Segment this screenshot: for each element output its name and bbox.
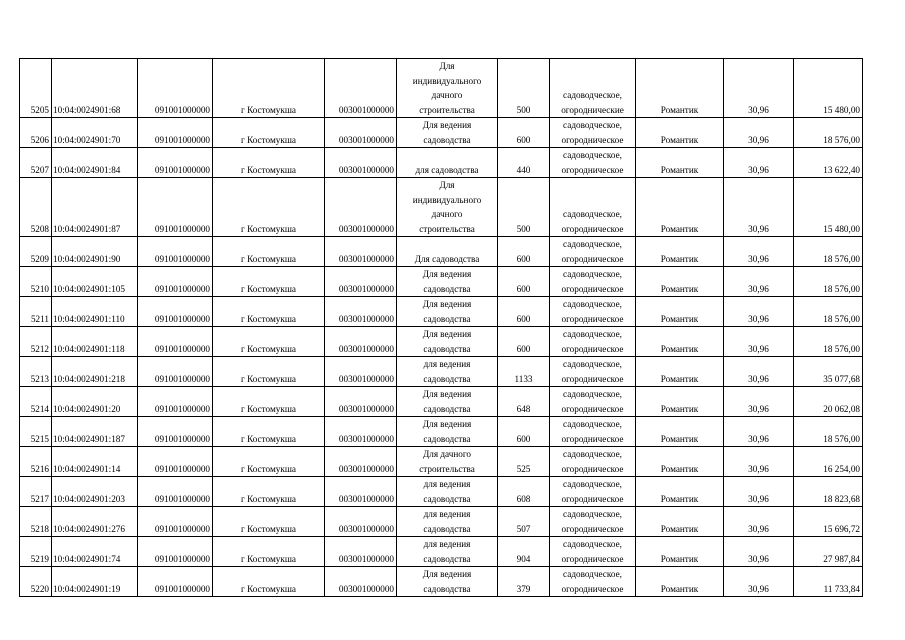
specific-value-cell: 30,96 — [724, 267, 794, 297]
oktmo-code-cell: 003001000000 — [325, 237, 397, 267]
settlement-cell: г Костомукша — [213, 59, 325, 118]
category-line: огородническое — [561, 433, 624, 444]
category-cell — [550, 477, 636, 507]
permitted-use-line: садоводства — [423, 493, 471, 504]
area-cell: 600 — [498, 417, 550, 447]
okato-code-cell: 091001000000 — [138, 357, 213, 387]
cadastral-number-cell: 10:04:0024901:118 — [52, 327, 138, 357]
oktmo-code-cell: 003001000000 — [325, 59, 397, 118]
permitted-use-cell — [397, 537, 498, 567]
association-name-cell: Романтик — [636, 357, 724, 387]
category-cell — [550, 417, 636, 447]
cadastral-number-cell: 10:04:0024901:87 — [52, 178, 138, 237]
permitted-use-line: Для ведения — [422, 419, 472, 429]
category-line: садоводческое, — [563, 90, 622, 100]
permitted-use-cell — [397, 357, 498, 387]
category-line: огородническое — [561, 493, 624, 504]
area-cell: 608 — [498, 477, 550, 507]
row-number-cell: 5217 — [20, 477, 52, 507]
settlement-cell: г Костомукша — [213, 118, 325, 148]
specific-value-cell: 30,96 — [724, 447, 794, 477]
permitted-use-line: Для — [439, 61, 455, 71]
specific-value-cell: 30,96 — [724, 537, 794, 567]
table-row — [20, 297, 863, 327]
category-line: садоводческое, — [563, 419, 622, 429]
cadastral-value-cell: 18 576,00 — [794, 297, 863, 327]
permitted-use-cell — [397, 327, 498, 357]
permitted-use-cell — [397, 178, 498, 237]
category-line: садоводческое, — [563, 120, 622, 130]
row-number-cell: 5214 — [20, 387, 52, 417]
cadastral-value-cell: 18 576,00 — [794, 118, 863, 148]
permitted-use-line: садоводства — [423, 553, 471, 564]
table-row — [20, 148, 863, 178]
okato-code-cell: 091001000000 — [138, 118, 213, 148]
category-cell — [550, 237, 636, 267]
association-name-cell: Романтик — [636, 237, 724, 267]
category-line: огородническое — [561, 343, 624, 354]
association-name-cell: Романтик — [636, 417, 724, 447]
permitted-use-line: Для ведения — [422, 569, 472, 579]
cadastral-number-cell: 10:04:0024901:84 — [52, 148, 138, 178]
table-row — [20, 417, 863, 447]
specific-value-cell: 30,96 — [724, 567, 794, 597]
permitted-use-line: для ведения — [423, 509, 471, 519]
association-name-cell: Романтик — [636, 477, 724, 507]
category-line: огородническое — [561, 463, 624, 474]
okato-code-cell: 091001000000 — [138, 417, 213, 447]
area-cell: 379 — [498, 567, 550, 597]
table-row — [20, 267, 863, 297]
table-row — [20, 507, 863, 537]
permitted-use-line: Для ведения — [422, 120, 472, 130]
permitted-use-line: садоводства — [423, 583, 471, 594]
category-cell — [550, 118, 636, 148]
category-cell — [550, 148, 636, 178]
permitted-use-cell — [397, 387, 498, 417]
area-cell: 500 — [498, 59, 550, 118]
settlement-cell: г Костомукша — [213, 567, 325, 597]
association-name-cell: Романтик — [636, 567, 724, 597]
permitted-use-line: индивидуального — [412, 194, 482, 205]
category-line: огородническое — [561, 253, 624, 264]
area-cell: 600 — [498, 267, 550, 297]
permitted-use-line: строительства — [419, 104, 475, 115]
row-number-cell: 5208 — [20, 178, 52, 237]
cadastral-value-cell: 18 576,00 — [794, 417, 863, 447]
category-line: огородническое — [561, 283, 624, 294]
okato-code-cell: 091001000000 — [138, 537, 213, 567]
cadastral-value-cell: 18 576,00 — [794, 267, 863, 297]
association-name-cell: Романтик — [636, 118, 724, 148]
cadastral-number-cell: 10:04:0024901:110 — [52, 297, 138, 327]
area-cell: 600 — [498, 237, 550, 267]
specific-value-cell: 30,96 — [724, 357, 794, 387]
specific-value-cell: 30,96 — [724, 148, 794, 178]
association-name-cell: Романтик — [636, 537, 724, 567]
row-number-cell: 5216 — [20, 447, 52, 477]
category-line: огороднические — [561, 104, 624, 115]
cadastral-number-cell: 10:04:0024901:70 — [52, 118, 138, 148]
category-line: огородническое — [561, 583, 624, 594]
row-number-cell: 5218 — [20, 507, 52, 537]
cadastral-value-cell: 27 987,84 — [794, 537, 863, 567]
category-line: огородническое — [561, 523, 624, 534]
permitted-use-cell — [397, 447, 498, 477]
category-line: огородническое — [561, 553, 624, 564]
specific-value-cell: 30,96 — [724, 327, 794, 357]
category-line: садоводческое, — [563, 150, 622, 160]
category-line: огородническое — [561, 373, 624, 384]
category-cell — [550, 267, 636, 297]
category-line: огородническое — [561, 223, 624, 234]
association-name-cell: Романтик — [636, 327, 724, 357]
land-parcel-table — [19, 58, 863, 597]
association-name-cell: Романтик — [636, 507, 724, 537]
specific-value-cell: 30,96 — [724, 237, 794, 267]
okato-code-cell: 091001000000 — [138, 327, 213, 357]
category-cell — [550, 59, 636, 118]
cadastral-number-cell: 10:04:0024901:19 — [52, 567, 138, 597]
settlement-cell: г Костомукша — [213, 148, 325, 178]
oktmo-code-cell: 003001000000 — [325, 148, 397, 178]
permitted-use-cell — [397, 118, 498, 148]
category-line: садоводческое, — [563, 389, 622, 399]
table-row — [20, 537, 863, 567]
category-line: садоводческое, — [563, 209, 622, 219]
okato-code-cell: 091001000000 — [138, 567, 213, 597]
area-cell: 600 — [498, 327, 550, 357]
category-cell — [550, 507, 636, 537]
table-row — [20, 447, 863, 477]
permitted-use-cell — [397, 417, 498, 447]
category-cell — [550, 357, 636, 387]
cadastral-value-cell: 13 622,40 — [794, 148, 863, 178]
category-line: садоводческое, — [563, 449, 622, 459]
specific-value-cell: 30,96 — [724, 417, 794, 447]
settlement-cell: г Костомукша — [213, 178, 325, 237]
cadastral-number-cell: 10:04:0024901:218 — [52, 357, 138, 387]
settlement-cell: г Костомукша — [213, 387, 325, 417]
okato-code-cell: 091001000000 — [138, 237, 213, 267]
area-cell: 600 — [498, 297, 550, 327]
cadastral-number-cell: 10:04:0024901:203 — [52, 477, 138, 507]
area-cell: 525 — [498, 447, 550, 477]
oktmo-code-cell: 003001000000 — [325, 447, 397, 477]
category-line: огородническое — [561, 403, 624, 414]
okato-code-cell: 091001000000 — [138, 297, 213, 327]
cadastral-number-cell: 10:04:0024901:20 — [52, 387, 138, 417]
okato-code-cell: 091001000000 — [138, 148, 213, 178]
association-name-cell: Романтик — [636, 178, 724, 237]
category-line: садоводческое, — [563, 539, 622, 549]
area-cell: 440 — [498, 148, 550, 178]
cadastral-value-cell: 16 254,00 — [794, 447, 863, 477]
category-cell — [550, 178, 636, 237]
area-cell: 904 — [498, 537, 550, 567]
permitted-use-line: Для дачного — [422, 449, 472, 459]
row-number-cell: 5207 — [20, 148, 52, 178]
permitted-use-line: для ведения — [423, 479, 471, 489]
row-number-cell: 5211 — [20, 297, 52, 327]
permitted-use-line: садоводства — [423, 523, 471, 534]
table-row — [20, 477, 863, 507]
permitted-use-cell — [397, 237, 498, 267]
table-row — [20, 237, 863, 267]
specific-value-cell: 30,96 — [724, 507, 794, 537]
permitted-use-line: дачного — [431, 209, 463, 219]
association-name-cell: Романтик — [636, 59, 724, 118]
row-number-cell: 5209 — [20, 237, 52, 267]
table-row — [20, 178, 863, 237]
permitted-use-line: Для ведения — [422, 269, 472, 279]
specific-value-cell: 30,96 — [724, 178, 794, 237]
table-row — [20, 357, 863, 387]
permitted-use-line: садоводства — [423, 373, 471, 384]
category-line: огородническое — [561, 313, 624, 324]
area-cell: 648 — [498, 387, 550, 417]
specific-value-cell: 30,96 — [724, 59, 794, 118]
specific-value-cell: 30,96 — [724, 477, 794, 507]
row-number-cell: 5212 — [20, 327, 52, 357]
permitted-use-line: Для садоводства — [414, 253, 480, 264]
association-name-cell: Романтик — [636, 267, 724, 297]
settlement-cell: г Костомукша — [213, 507, 325, 537]
category-cell — [550, 537, 636, 567]
settlement-cell: г Костомукша — [213, 537, 325, 567]
settlement-cell: г Костомукша — [213, 357, 325, 387]
okato-code-cell: 091001000000 — [138, 447, 213, 477]
permitted-use-line: Для — [439, 180, 455, 190]
cadastral-value-cell: 20 062,08 — [794, 387, 863, 417]
settlement-cell: г Костомукша — [213, 267, 325, 297]
oktmo-code-cell: 003001000000 — [325, 507, 397, 537]
settlement-cell: г Костомукша — [213, 237, 325, 267]
permitted-use-cell — [397, 507, 498, 537]
table-row — [20, 387, 863, 417]
oktmo-code-cell: 003001000000 — [325, 537, 397, 567]
cadastral-number-cell: 10:04:0024901:90 — [52, 237, 138, 267]
row-number-cell: 5215 — [20, 417, 52, 447]
association-name-cell: Романтик — [636, 447, 724, 477]
permitted-use-line: строительства — [419, 463, 475, 474]
oktmo-code-cell: 003001000000 — [325, 327, 397, 357]
permitted-use-cell — [397, 477, 498, 507]
association-name-cell: Романтик — [636, 297, 724, 327]
category-cell — [550, 447, 636, 477]
category-line: садоводческое, — [563, 479, 622, 489]
category-line: садоводческое, — [563, 329, 622, 339]
okato-code-cell: 091001000000 — [138, 59, 213, 118]
permitted-use-cell — [397, 59, 498, 118]
area-cell: 500 — [498, 178, 550, 237]
specific-value-cell: 30,96 — [724, 297, 794, 327]
permitted-use-line: садоводства — [423, 283, 471, 294]
table-body — [20, 59, 863, 597]
permitted-use-line: для ведения — [423, 539, 471, 549]
permitted-use-cell — [397, 148, 498, 178]
cadastral-value-cell: 18 576,00 — [794, 327, 863, 357]
cadastral-number-cell: 10:04:0024901:74 — [52, 537, 138, 567]
oktmo-code-cell: 003001000000 — [325, 567, 397, 597]
association-name-cell: Романтик — [636, 148, 724, 178]
category-line: садоводческое, — [563, 359, 622, 369]
settlement-cell: г Костомукша — [213, 327, 325, 357]
oktmo-code-cell: 003001000000 — [325, 118, 397, 148]
permitted-use-line: садоводства — [423, 134, 471, 145]
table-row — [20, 59, 863, 118]
oktmo-code-cell: 003001000000 — [325, 267, 397, 297]
row-number-cell: 5220 — [20, 567, 52, 597]
association-name-cell: Романтик — [636, 387, 724, 417]
category-line: огородническое — [561, 134, 624, 145]
cadastral-value-cell: 18 823,68 — [794, 477, 863, 507]
row-number-cell: 5219 — [20, 537, 52, 567]
specific-value-cell: 30,96 — [724, 118, 794, 148]
row-number-cell: 5206 — [20, 118, 52, 148]
category-line: садоводческое, — [563, 509, 622, 519]
permitted-use-line: строительства — [419, 223, 475, 234]
row-number-cell: 5213 — [20, 357, 52, 387]
permitted-use-line: Для ведения — [422, 299, 472, 309]
oktmo-code-cell: 003001000000 — [325, 417, 397, 447]
table-row — [20, 567, 863, 597]
permitted-use-cell — [397, 567, 498, 597]
table-row — [20, 118, 863, 148]
settlement-cell: г Костомукша — [213, 417, 325, 447]
permitted-use-line: индивидуального — [412, 75, 482, 86]
cadastral-value-cell: 15 480,00 — [794, 178, 863, 237]
permitted-use-line: Для ведения — [422, 329, 472, 339]
category-cell — [550, 297, 636, 327]
okato-code-cell: 091001000000 — [138, 387, 213, 417]
oktmo-code-cell: 003001000000 — [325, 297, 397, 327]
cadastral-number-cell: 10:04:0024901:68 — [52, 59, 138, 118]
oktmo-code-cell: 003001000000 — [325, 357, 397, 387]
cadastral-value-cell: 15 480,00 — [794, 59, 863, 118]
category-line: садоводческое, — [563, 299, 622, 309]
permitted-use-line: садоводства — [423, 433, 471, 444]
cadastral-value-cell: 35 077,68 — [794, 357, 863, 387]
permitted-use-line: для садоводства — [415, 164, 479, 175]
row-number-cell: 5210 — [20, 267, 52, 297]
category-line: садоводческое, — [563, 569, 622, 579]
category-cell — [550, 327, 636, 357]
oktmo-code-cell: 003001000000 — [325, 387, 397, 417]
permitted-use-cell — [397, 267, 498, 297]
settlement-cell: г Костомукша — [213, 297, 325, 327]
permitted-use-line: садоводства — [423, 313, 471, 324]
permitted-use-line: Для ведения — [422, 389, 472, 399]
oktmo-code-cell: 003001000000 — [325, 178, 397, 237]
settlement-cell: г Костомукша — [213, 477, 325, 507]
okato-code-cell: 091001000000 — [138, 477, 213, 507]
okato-code-cell: 091001000000 — [138, 507, 213, 537]
category-line: огородническое — [561, 164, 624, 175]
cadastral-number-cell: 10:04:0024901:105 — [52, 267, 138, 297]
area-cell: 507 — [498, 507, 550, 537]
row-number-cell: 5205 — [20, 59, 52, 118]
cadastral-value-cell: 15 696,72 — [794, 507, 863, 537]
cadastral-value-cell: 18 576,00 — [794, 237, 863, 267]
category-line: садоводческое, — [563, 269, 622, 279]
permitted-use-cell — [397, 297, 498, 327]
oktmo-code-cell: 003001000000 — [325, 477, 397, 507]
permitted-use-line: для ведения — [423, 359, 471, 369]
permitted-use-line: садоводства — [423, 403, 471, 414]
settlement-cell: г Костомукша — [213, 447, 325, 477]
cadastral-value-cell: 11 733,84 — [794, 567, 863, 597]
table-row — [20, 327, 863, 357]
cadastral-number-cell: 10:04:0024901:187 — [52, 417, 138, 447]
permitted-use-line: садоводства — [423, 343, 471, 354]
cadastral-number-cell: 10:04:0024901:276 — [52, 507, 138, 537]
specific-value-cell: 30,96 — [724, 387, 794, 417]
category-line: садоводческое, — [563, 239, 622, 249]
okato-code-cell: 091001000000 — [138, 267, 213, 297]
okato-code-cell: 091001000000 — [138, 178, 213, 237]
area-cell: 1133 — [498, 357, 550, 387]
category-cell — [550, 387, 636, 417]
cadastral-number-cell: 10:04:0024901:14 — [52, 447, 138, 477]
permitted-use-line: дачного — [431, 90, 463, 100]
area-cell: 600 — [498, 118, 550, 148]
category-cell — [550, 567, 636, 597]
